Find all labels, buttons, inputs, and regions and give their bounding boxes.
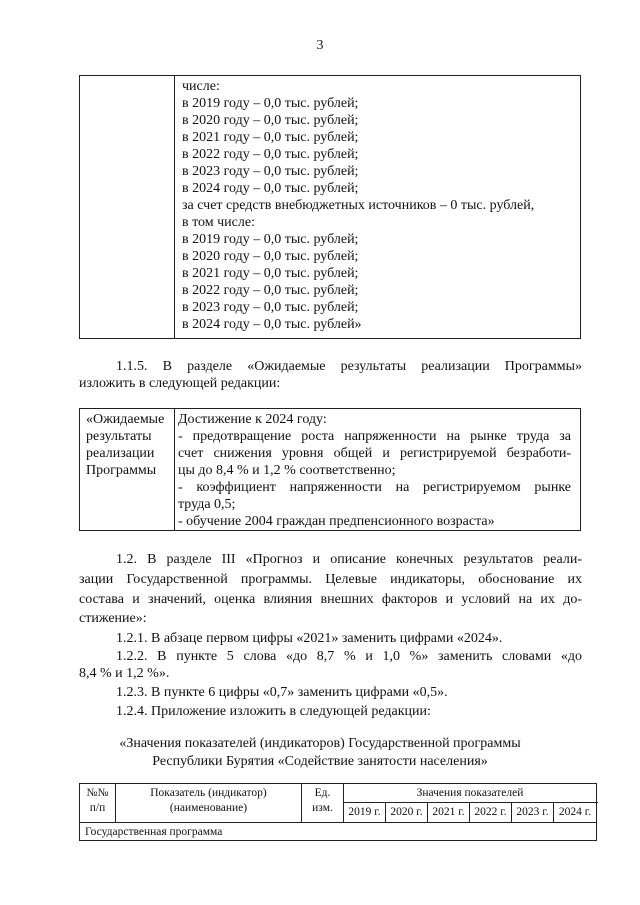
financing-table (79, 75, 581, 339)
header-unit: Ед. (314, 787, 331, 799)
results-line: - коэффициент напряженности на регистрируемом рынке (178, 480, 571, 495)
expected-results-table (79, 408, 581, 531)
paragraph-115-line2: изложить в следующей редакции: (79, 376, 281, 391)
section-row: Государственная программа (85, 826, 223, 838)
year-header: 2024 г. (558, 806, 592, 818)
expected-results-label (86, 411, 164, 479)
paragraph-12-line1: 1.2. В разделе III «Прогноз и описание конечных результатов реали- (116, 552, 582, 567)
paragraph-122-line2: 8,4 % и 1,2 %». (79, 666, 170, 681)
row-divider (343, 802, 598, 803)
header-values: Значения показателей (416, 787, 524, 799)
header-num: №№ (86, 787, 109, 799)
year-header: 2020 г. (390, 806, 423, 818)
year-header: 2019 г. (348, 806, 381, 818)
paragraph-124: 1.2.4. Приложение изложить в следующей редакции: (116, 704, 431, 719)
financing-line: в 2021 году – 0,0 тыс. рублей; (182, 266, 359, 281)
results-line: Достижение к 2024 году: (178, 412, 327, 427)
header-unit-sub: изм. (312, 802, 333, 814)
financing-line: в 2020 году – 0,0 тыс. рублей; (182, 249, 359, 264)
financing-line: в 2023 году – 0,0 тыс. рублей; (182, 164, 359, 179)
financing-line: в 2019 году – 0,0 тыс. рублей; (182, 96, 359, 111)
paragraph-123: 1.2.3. В пункте 6 цифры «0,7» заменить цифрами «0,5». (116, 685, 448, 700)
table-divider (174, 409, 175, 530)
financing-line: числе: (182, 79, 220, 94)
financing-line: в том числе: (182, 215, 255, 230)
appendix-title-line2: Республики Бурятия «Содействие занятости населения» (152, 754, 488, 769)
indicators-table (79, 783, 597, 841)
financing-line: в 2024 году – 0,0 тыс. рублей» (182, 317, 362, 332)
header-indicator: Показатель (индикатор) (150, 787, 267, 799)
results-line: труда 0,5; (178, 497, 236, 512)
header-num-sub: п/п (89, 802, 106, 814)
financing-line: за счет средств внебюджетных источников – 0 тыс. рублей, (182, 198, 535, 213)
year-header: 2021 г. (432, 806, 465, 818)
label-line: Программы (86, 463, 157, 478)
paragraph-121: 1.2.1. В абзаце первом цифры «2021» заменить цифрами «2024». (116, 631, 503, 646)
financing-line: в 2022 году – 0,0 тыс. рублей; (182, 283, 359, 298)
paragraph-122-line1: 1.2.2. В пункте 5 слова «до 8,7 % и 1,0 %» заменить словами «до (116, 649, 582, 664)
results-line: - предотвращение роста напряженности на рынке труда за (178, 429, 571, 444)
year-header: 2023 г. (516, 806, 549, 818)
financing-line: в 2020 году – 0,0 тыс. рублей; (182, 113, 359, 128)
label-line: результаты (86, 429, 152, 444)
appendix-title-line1: «Значения показателей (индикаторов) Государственной программы (119, 736, 521, 751)
results-line: счет снижения уровня общей и регистрируемой безработи- (178, 446, 571, 461)
financing-line: в 2023 году – 0,0 тыс. рублей; (182, 300, 359, 315)
page-number: 3 (316, 38, 324, 53)
results-line: цы до 8,4 % и 1,2 % соответственно; (178, 463, 396, 478)
financing-line: в 2022 году – 0,0 тыс. рублей; (182, 147, 359, 162)
paragraph-12-line4: стижение»: (79, 611, 147, 626)
year-header: 2022 г. (474, 806, 507, 818)
label-line: «Ожидаемые (86, 412, 165, 427)
label-line: реализации (86, 446, 155, 461)
financing-line: в 2024 году – 0,0 тыс. рублей; (182, 181, 359, 196)
header-indicator-sub: (наименование) (169, 802, 248, 814)
paragraph-12-line3: состава и значений, оценка влияния внешних факторов и условий на их до- (79, 592, 582, 607)
results-line: - обучение 2004 граждан предпенсионного возраста» (178, 514, 495, 529)
financing-line: в 2021 году – 0,0 тыс. рублей; (182, 130, 359, 145)
financing-line: в 2019 году – 0,0 тыс. рублей; (182, 232, 359, 247)
table-divider (174, 76, 175, 338)
row-divider (80, 822, 596, 823)
paragraph-115-line1: 1.1.5. В разделе «Ожидаемые результаты реализации Программы» (116, 359, 582, 374)
paragraph-12-line2: зации Государственной программы. Целевые индикаторы, обоснование их (79, 572, 582, 587)
